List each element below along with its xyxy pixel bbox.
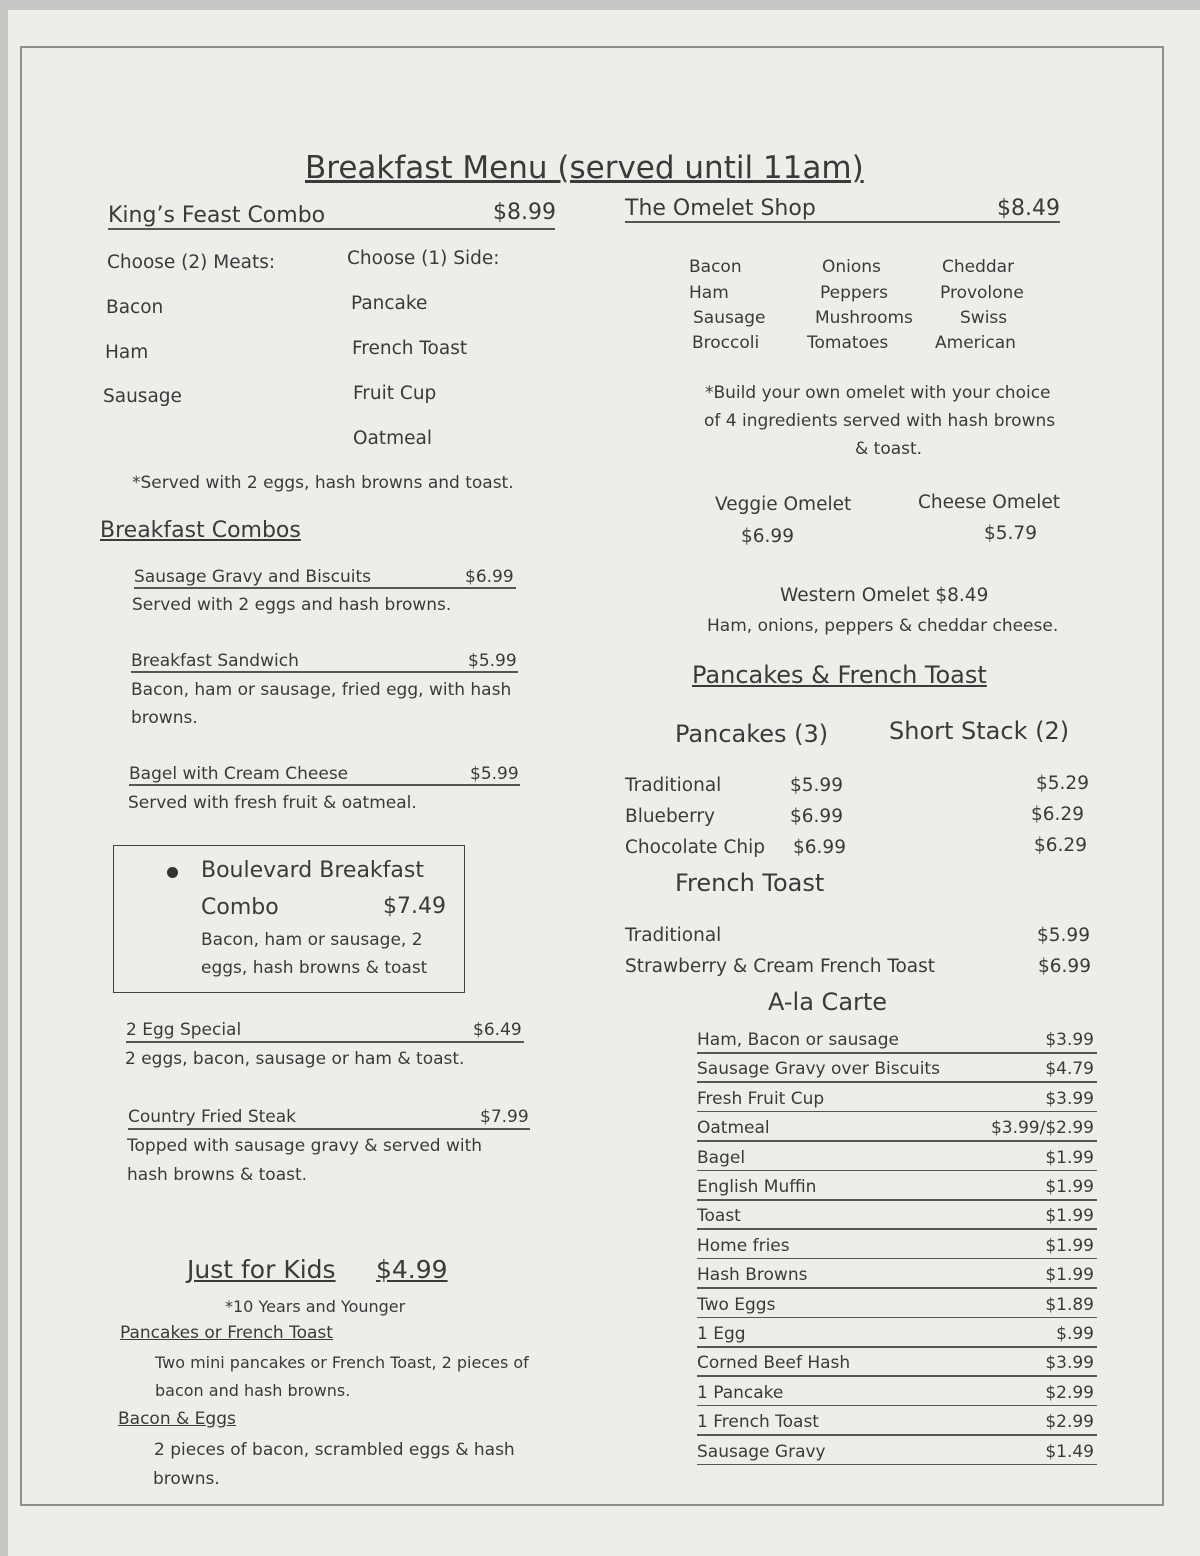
- omelet-ingredient: Onions: [822, 257, 881, 277]
- alacarte-item-price: $1.99: [1045, 1265, 1094, 1286]
- alacarte-item-price: $1.89: [1045, 1294, 1094, 1315]
- page-title: Breakfast Menu (served until 11am): [305, 150, 864, 186]
- combo-underline: [129, 784, 520, 786]
- alacarte-item-name: Sausage Gravy: [697, 1441, 826, 1462]
- kids-item-name: Bacon & Eggs: [118, 1409, 236, 1429]
- kids-header: Just for Kids: [187, 1255, 336, 1284]
- kids-item-desc: Two mini pancakes or French Toast, 2 pieces of: [155, 1353, 529, 1372]
- kids-item-desc: bacon and hash browns.: [155, 1381, 351, 1400]
- alacarte-item-price: $3.99: [1045, 1353, 1094, 1374]
- omelet-title: The Omelet Shop: [625, 196, 816, 221]
- combo-name: Breakfast Sandwich: [131, 651, 299, 671]
- alacarte-item-price: $3.99: [1045, 1088, 1094, 1109]
- omelet-note: *Build your own omelet with your choice: [705, 383, 1051, 403]
- alacarte-row-underline: [697, 1375, 1097, 1377]
- veggie-omelet-name: Veggie Omelet: [715, 494, 852, 515]
- western-omelet-desc: Ham, onions, peppers & cheddar cheese.: [707, 616, 1059, 636]
- alacarte-item-name: English Muffin: [697, 1177, 817, 1197]
- alacarte-row-underline: [697, 1346, 1097, 1348]
- omelet-underline: [625, 221, 1060, 223]
- cheese-omelet-price: $5.79: [984, 523, 1037, 544]
- alacarte-item-name: Two Eggs: [697, 1294, 776, 1315]
- kings-feast-note: *Served with 2 eggs, hash browns and toast.: [132, 473, 514, 493]
- alacarte-item-name: 1 French Toast: [697, 1412, 819, 1433]
- short-stack-col-header: Short Stack (2): [889, 717, 1070, 745]
- french-toast-price: $6.99: [1038, 956, 1091, 977]
- alacarte-item-price: $1.99: [1045, 1206, 1094, 1227]
- alacarte-item-price: $1.99: [1045, 1147, 1094, 1168]
- kids-price: $4.99: [376, 1255, 448, 1284]
- omelet-price: $8.49: [997, 196, 1060, 221]
- alacarte-item-name: Toast: [697, 1206, 741, 1227]
- combo-price: $6.99: [465, 567, 514, 587]
- french-toast-price: $5.99: [1037, 925, 1090, 946]
- pancakes-col-header: Pancakes (3): [675, 720, 829, 748]
- combo-underline: [134, 587, 516, 589]
- alacarte-item-name: Ham, Bacon or sausage: [697, 1030, 899, 1050]
- alacarte-item-price: $2.99: [1045, 1412, 1094, 1433]
- alacarte-row-underline: [697, 1228, 1097, 1230]
- pancake-price: $6.99: [790, 806, 843, 827]
- veggie-omelet-price: $6.99: [741, 526, 794, 547]
- omelet-ingredient: Sausage: [693, 308, 766, 328]
- omelet-note: & toast.: [855, 439, 923, 459]
- alacarte-item-price: $1.99: [1045, 1177, 1094, 1197]
- kids-item-name: Pancakes or French Toast: [120, 1323, 333, 1343]
- kings-feast-underline: [108, 228, 555, 230]
- omelet-ingredient: American: [935, 333, 1016, 353]
- omelet-ingredient: Broccoli: [692, 333, 760, 353]
- omelet-ingredient: Swiss: [960, 308, 1008, 328]
- egg-special-desc: 2 eggs, bacon, sausage or ham & toast.: [125, 1049, 465, 1069]
- side-header: Choose (1) Side:: [347, 248, 500, 269]
- meats-header: Choose (2) Meats:: [107, 252, 276, 273]
- alacarte-item-name: Bagel: [697, 1147, 746, 1168]
- alacarte-item-name: Hash Browns: [697, 1265, 808, 1286]
- french-toast-name: Traditional: [625, 925, 722, 946]
- alacarte-item-price: $2.99: [1045, 1382, 1094, 1403]
- alacarte-item-price: $1.99: [1045, 1235, 1094, 1256]
- alacarte-item-name: Fresh Fruit Cup: [697, 1088, 825, 1109]
- alacarte-item-price: $4.79: [1045, 1059, 1094, 1080]
- alacarte-row-underline: [697, 1170, 1097, 1172]
- kids-item-desc: 2 pieces of bacon, scrambled eggs & hash: [154, 1440, 515, 1460]
- pancakes-header: Pancakes & French Toast: [692, 661, 987, 689]
- alacarte-item-name: Oatmeal: [697, 1118, 770, 1139]
- alacarte-item-price: $1.49: [1045, 1441, 1094, 1462]
- combo-price: $5.99: [468, 651, 517, 671]
- western-omelet: Western Omelet $8.49: [780, 585, 989, 606]
- pancake-name: Traditional: [625, 775, 722, 796]
- omelet-ingredient: Provolone: [940, 283, 1024, 303]
- combos-header: Breakfast Combos: [100, 518, 301, 543]
- side-item: French Toast: [352, 338, 468, 359]
- boulevard-name: Combo: [201, 895, 279, 920]
- steak-name: Country Fried Steak: [128, 1107, 297, 1127]
- alacarte-row-underline: [697, 1317, 1097, 1319]
- boulevard-desc: Bacon, ham or sausage, 2: [201, 930, 423, 950]
- egg-special-price: $6.49: [473, 1020, 522, 1040]
- alacarte-row-underline: [697, 1405, 1097, 1407]
- kings-feast-price: $8.99: [493, 200, 556, 225]
- alacarte-row-underline: [697, 1111, 1097, 1113]
- omelet-ingredient: Peppers: [820, 283, 888, 303]
- alacarte-item-name: 1 Pancake: [697, 1382, 784, 1403]
- alacarte-item-name: Home fries: [697, 1235, 790, 1256]
- steak-price: $7.99: [480, 1107, 529, 1127]
- alacarte-item-name: Sausage Gravy over Biscuits: [697, 1059, 940, 1080]
- meat-item: Bacon: [106, 297, 164, 318]
- alacarte-row-underline: [697, 1258, 1097, 1260]
- omelet-ingredient: Cheddar: [942, 257, 1015, 277]
- combo-underline: [131, 671, 518, 673]
- alacarte-row-underline: [697, 1081, 1097, 1083]
- boulevard-desc: eggs, hash browns & toast: [201, 958, 428, 978]
- combo-desc: Served with 2 eggs and hash browns.: [132, 595, 452, 615]
- combo-desc: Bacon, ham or sausage, fried egg, with hash: [131, 680, 512, 700]
- omelet-note: of 4 ingredients served with hash browns: [704, 411, 1056, 431]
- combo-name: Bagel with Cream Cheese: [129, 764, 349, 784]
- short-stack-price: $5.29: [1036, 773, 1089, 794]
- alacarte-item-name: 1 Egg: [697, 1324, 746, 1344]
- short-stack-price: $6.29: [1031, 804, 1084, 825]
- steak-desc: hash browns & toast.: [127, 1165, 308, 1185]
- boulevard-name: Boulevard Breakfast: [201, 858, 424, 883]
- meat-item: Sausage: [103, 386, 182, 407]
- pancake-name: Chocolate Chip: [625, 837, 765, 858]
- alacarte-row-underline: [697, 1052, 1097, 1054]
- combo-name: Sausage Gravy and Biscuits: [134, 567, 372, 587]
- boulevard-price: $7.49: [383, 894, 446, 919]
- side-item: Fruit Cup: [353, 383, 437, 404]
- omelet-ingredient: Mushrooms: [815, 308, 913, 328]
- steak-desc: Topped with sausage gravy & served with: [127, 1136, 483, 1156]
- pancake-name: Blueberry: [625, 806, 715, 827]
- egg-special-name: 2 Egg Special: [126, 1020, 242, 1040]
- pancake-price: $5.99: [790, 775, 843, 796]
- short-stack-price: $6.29: [1034, 835, 1087, 856]
- meat-item: Ham: [105, 342, 149, 363]
- alacarte-row-underline: [697, 1287, 1097, 1289]
- french-toast-header: French Toast: [675, 869, 825, 897]
- cheese-omelet-name: Cheese Omelet: [918, 492, 1061, 513]
- alacarte-row-underline: [697, 1464, 1097, 1466]
- alacarte-item-price: $.99: [1056, 1324, 1094, 1344]
- kids-item-desc: browns.: [153, 1469, 220, 1489]
- egg-special-underline: [126, 1041, 524, 1043]
- kings-feast-title: King’s Feast Combo: [108, 203, 326, 228]
- side-item: Oatmeal: [353, 428, 433, 449]
- pancake-price: $6.99: [793, 837, 846, 858]
- kids-note: *10 Years and Younger: [225, 1297, 406, 1316]
- french-toast-name: Strawberry & Cream French Toast: [625, 956, 936, 977]
- combo-desc: Served with fresh fruit & oatmeal.: [128, 793, 417, 813]
- combo-price: $5.99: [470, 764, 519, 784]
- bullet-icon: [167, 867, 178, 878]
- alacarte-header: A-la Carte: [768, 988, 888, 1016]
- omelet-ingredient: Tomatoes: [807, 333, 889, 353]
- alacarte-row-underline: [697, 1434, 1097, 1436]
- alacarte-item-name: Corned Beef Hash: [697, 1353, 851, 1374]
- alacarte-row-underline: [697, 1199, 1097, 1201]
- alacarte-item-price: $3.99/$2.99: [990, 1118, 1094, 1139]
- side-item: Pancake: [351, 293, 428, 314]
- alacarte-item-price: $3.99: [1045, 1030, 1094, 1050]
- combo-desc: browns.: [131, 708, 198, 728]
- omelet-ingredient: Bacon: [689, 257, 742, 277]
- alacarte-row-underline: [697, 1140, 1097, 1142]
- steak-underline: [128, 1128, 530, 1130]
- omelet-ingredient: Ham: [689, 283, 729, 303]
